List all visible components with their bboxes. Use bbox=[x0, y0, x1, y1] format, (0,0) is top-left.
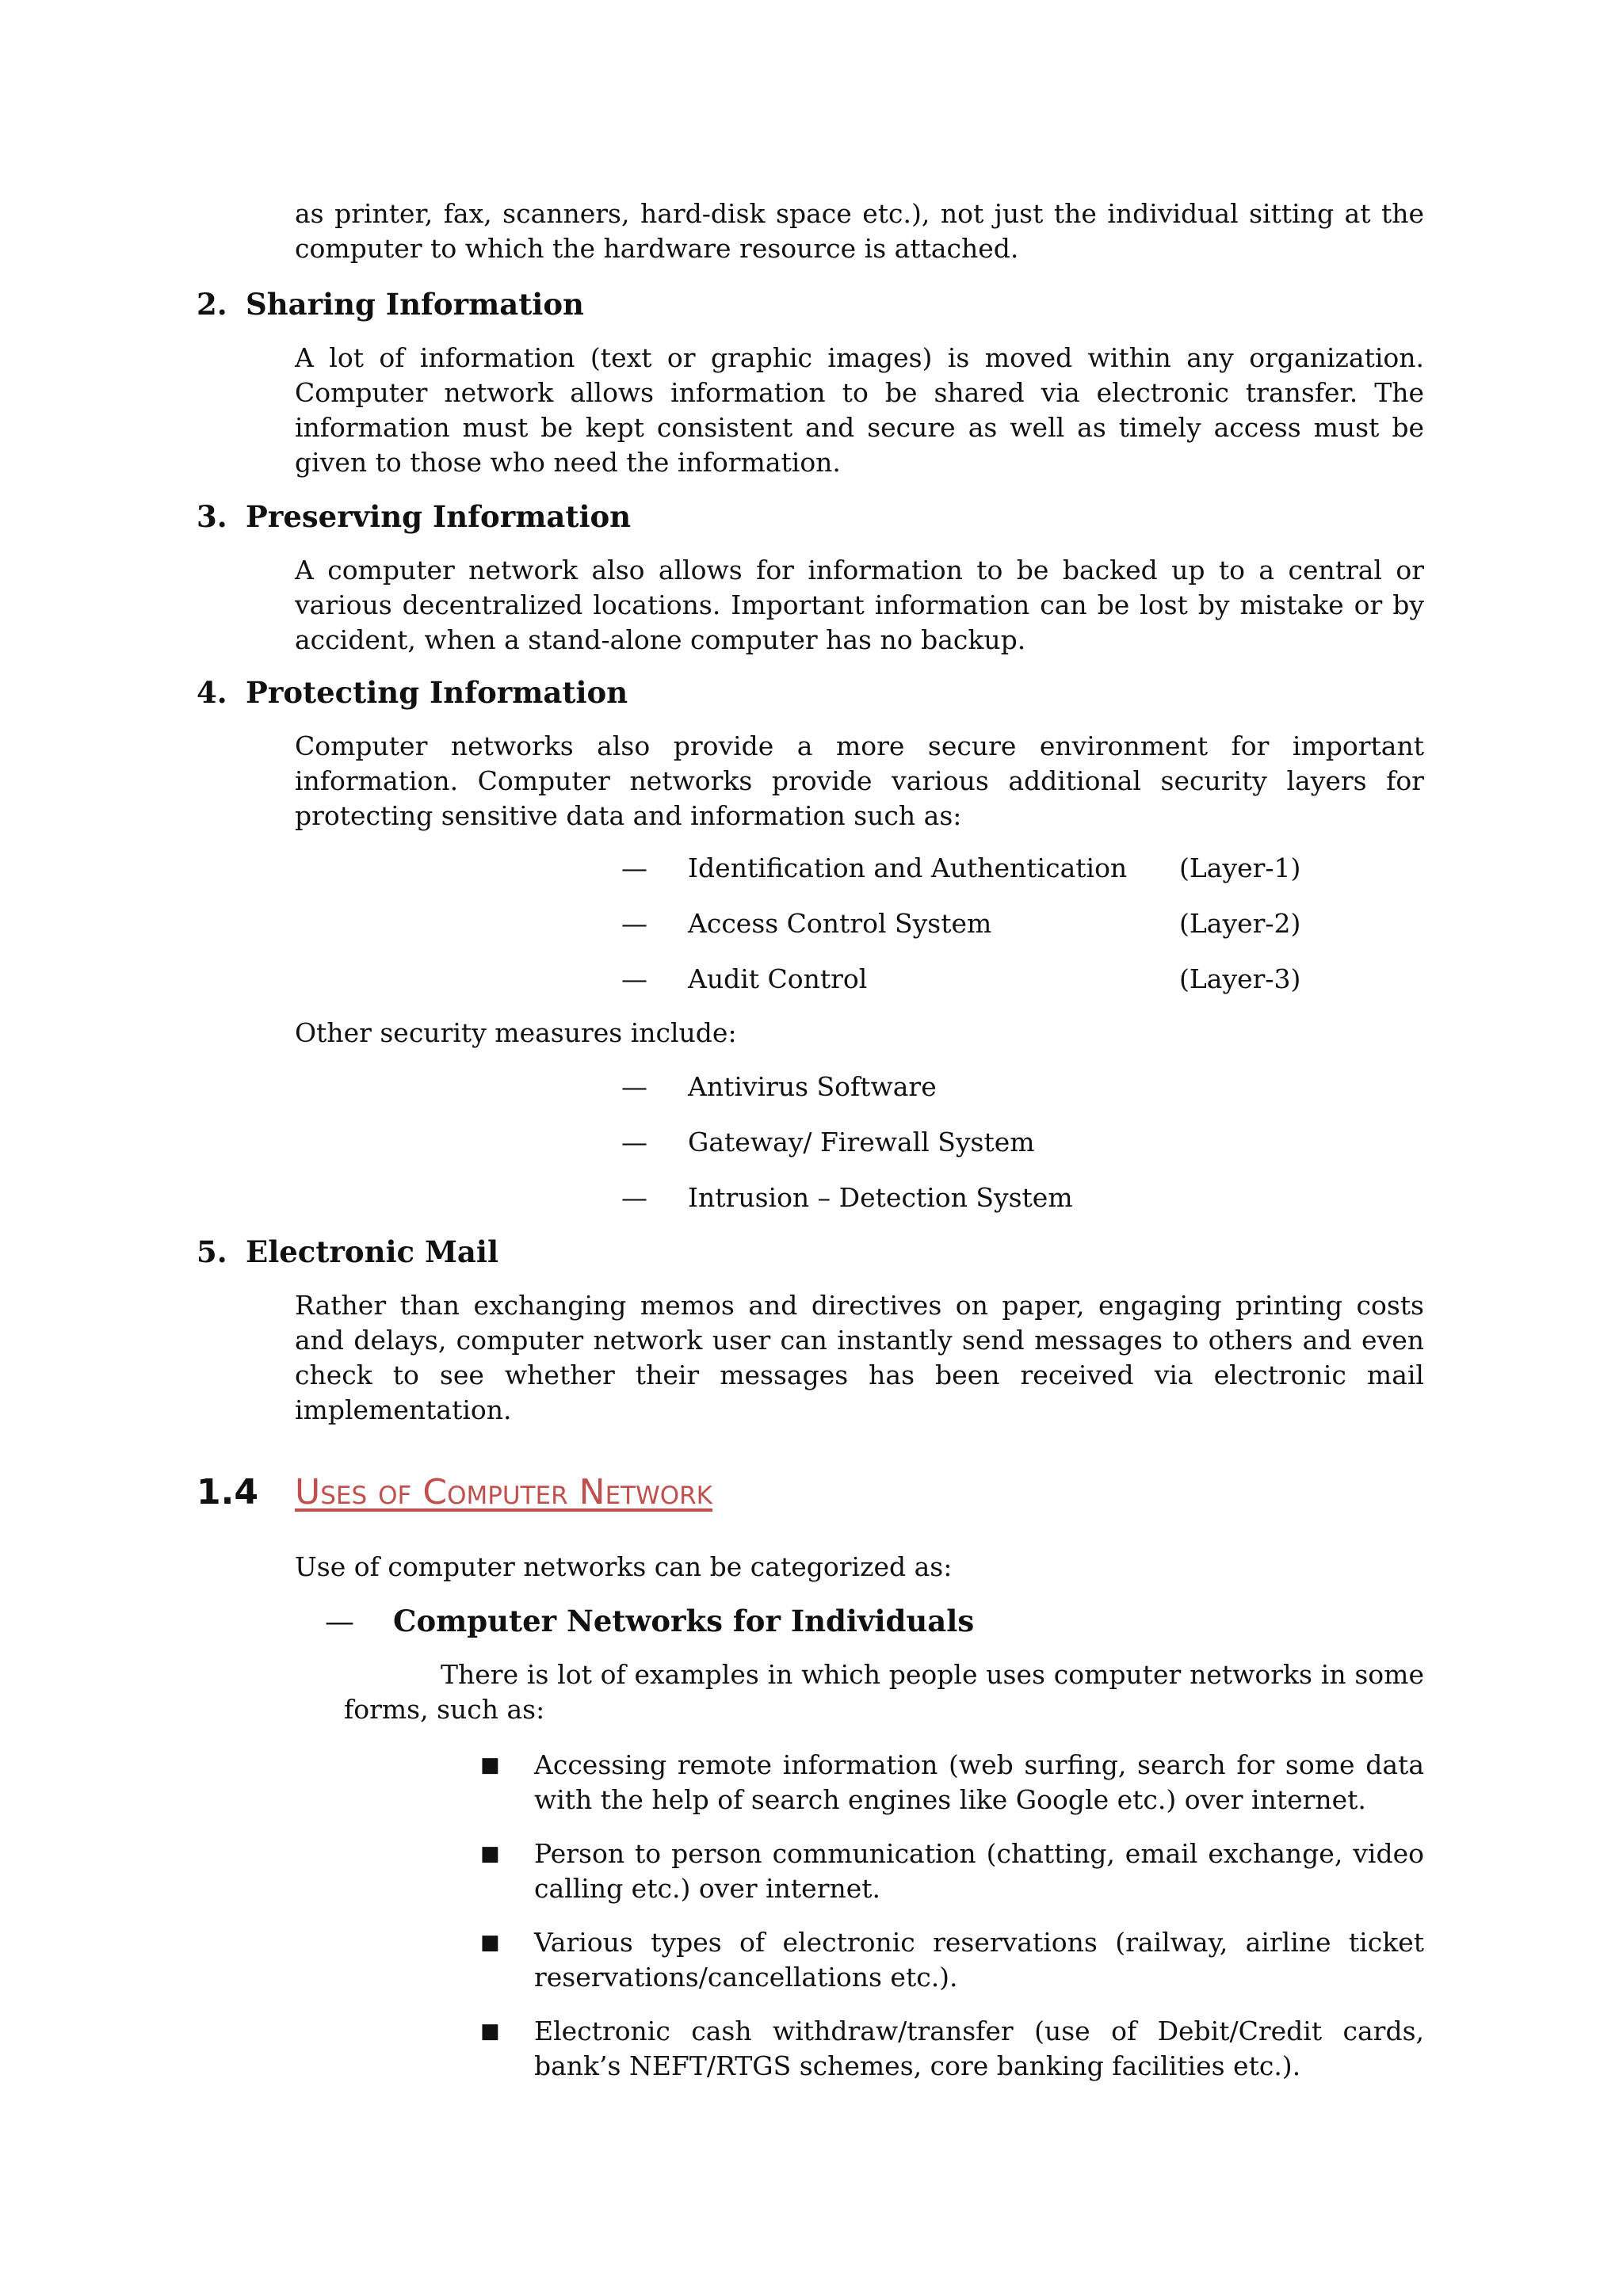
security-layer-row bbox=[621, 851, 1301, 886]
electronic-mail-paragraph: Rather than exchanging memos and directives on paper, engaging printing costs and delays, computer network user can instantly send messages to others and even check to see whether their messages has been received via electronic mail implementation. bbox=[295, 1290, 1424, 1425]
security-layer-number: (Layer-2) bbox=[1179, 908, 1301, 939]
preserving-information-paragraph: A computer network also allows for information to be backed up to a central or various decentralized locations. Important information can be lost by mistake or by accident, when a stand-alone computer has no backup. bbox=[295, 555, 1424, 655]
dash-marker: — bbox=[621, 963, 647, 994]
section-title: Uses of Computer Network bbox=[295, 1472, 713, 1512]
section-intro: Use of computer networks can be categorized as: bbox=[295, 1551, 953, 1582]
security-layer-label: Access Control System bbox=[688, 908, 992, 939]
list-item-text: Person to person communication (chatting, email exchange, video calling etc.) over internet. bbox=[534, 1838, 1424, 1904]
heading-number: 4. bbox=[197, 675, 227, 710]
dash-marker: — bbox=[621, 1182, 647, 1213]
dash-marker: — bbox=[621, 1127, 647, 1158]
heading-protecting-information bbox=[197, 675, 628, 710]
subsection-intro: There is lot of examples in which people uses computer networks in some forms, such as: bbox=[344, 1659, 1424, 1725]
security-layer-number: (Layer-1) bbox=[1179, 852, 1301, 883]
heading-sharing-information bbox=[197, 287, 584, 322]
heading-title: Sharing Information bbox=[246, 287, 584, 322]
dash-marker: — bbox=[621, 1071, 647, 1102]
dash-marker: — bbox=[621, 908, 647, 939]
bullet-square-icon: ■ bbox=[480, 1931, 500, 1955]
heading-number: 3. bbox=[197, 499, 227, 534]
list-item-text: Accessing remote information (web surfing, search for some data with the help of search engines like Google etc.) over internet. bbox=[534, 1749, 1424, 1815]
other-measures-intro: Other security measures include: bbox=[295, 1017, 737, 1048]
security-measure-label: Intrusion – Detection System bbox=[688, 1182, 1073, 1213]
security-measure-row bbox=[621, 1180, 1073, 1215]
security-measure-row bbox=[621, 1070, 937, 1104]
heading-title: Electronic Mail bbox=[246, 1234, 498, 1269]
heading-number: 2. bbox=[197, 287, 227, 322]
subsection-heading bbox=[325, 1604, 974, 1639]
heading-title: Protecting Information bbox=[246, 675, 628, 710]
list-item bbox=[480, 1925, 1424, 1995]
bullet-square-icon: ■ bbox=[480, 1753, 500, 1777]
bullet-square-icon: ■ bbox=[480, 2019, 500, 2043]
security-layer-row bbox=[621, 962, 1301, 997]
section-number: 1.4 bbox=[197, 1472, 258, 1512]
bullet-square-icon: ■ bbox=[480, 1842, 500, 1866]
continuation-paragraph: as printer, fax, scanners, hard-disk space etc.), not just the individual sitting at the computer to which the hardware resource is attached. bbox=[295, 198, 1424, 264]
security-layer-number: (Layer-3) bbox=[1179, 963, 1301, 994]
list-item bbox=[480, 1836, 1424, 1906]
heading-title: Preserving Information bbox=[246, 499, 632, 534]
list-item-text: Various types of electronic reservations (railway, airline ticket reservations/cancellations etc.). bbox=[534, 1927, 1424, 1993]
list-item bbox=[480, 1748, 1424, 1817]
security-layer-row bbox=[621, 906, 1301, 941]
dash-marker: — bbox=[325, 1604, 354, 1638]
security-measure-label: Gateway/ Firewall System bbox=[688, 1127, 1035, 1158]
heading-preserving-information bbox=[197, 499, 631, 534]
list-item bbox=[480, 2014, 1424, 2084]
list-item-text: Electronic cash withdraw/transfer (use of Debit/Credit cards, bank’s NEFT/RTGS schemes, core banking facilities etc.). bbox=[534, 2016, 1424, 2081]
subsection-title: Computer Networks for Individuals bbox=[393, 1604, 975, 1638]
section-heading bbox=[197, 1470, 712, 1515]
security-layer-label: Identification and Authentication bbox=[688, 852, 1128, 883]
security-measure-row bbox=[621, 1125, 1035, 1160]
protecting-information-paragraph: Computer networks also provide a more secure environment for important information. Computer networks provide various additional security layers for protecting sensitive data and information such as: bbox=[295, 730, 1424, 831]
sharing-information-paragraph: A lot of information (text or graphic images) is moved within any organization. Computer network allows information to be shared via electronic transfer. The information must be kept consistent and secure as well as timely access must be given to those who need the information. bbox=[295, 342, 1424, 478]
heading-number: 5. bbox=[197, 1234, 227, 1269]
security-layer-label: Audit Control bbox=[688, 963, 868, 994]
dash-marker: — bbox=[621, 852, 647, 883]
heading-electronic-mail bbox=[197, 1234, 498, 1269]
security-measure-label: Antivirus Software bbox=[688, 1071, 937, 1102]
